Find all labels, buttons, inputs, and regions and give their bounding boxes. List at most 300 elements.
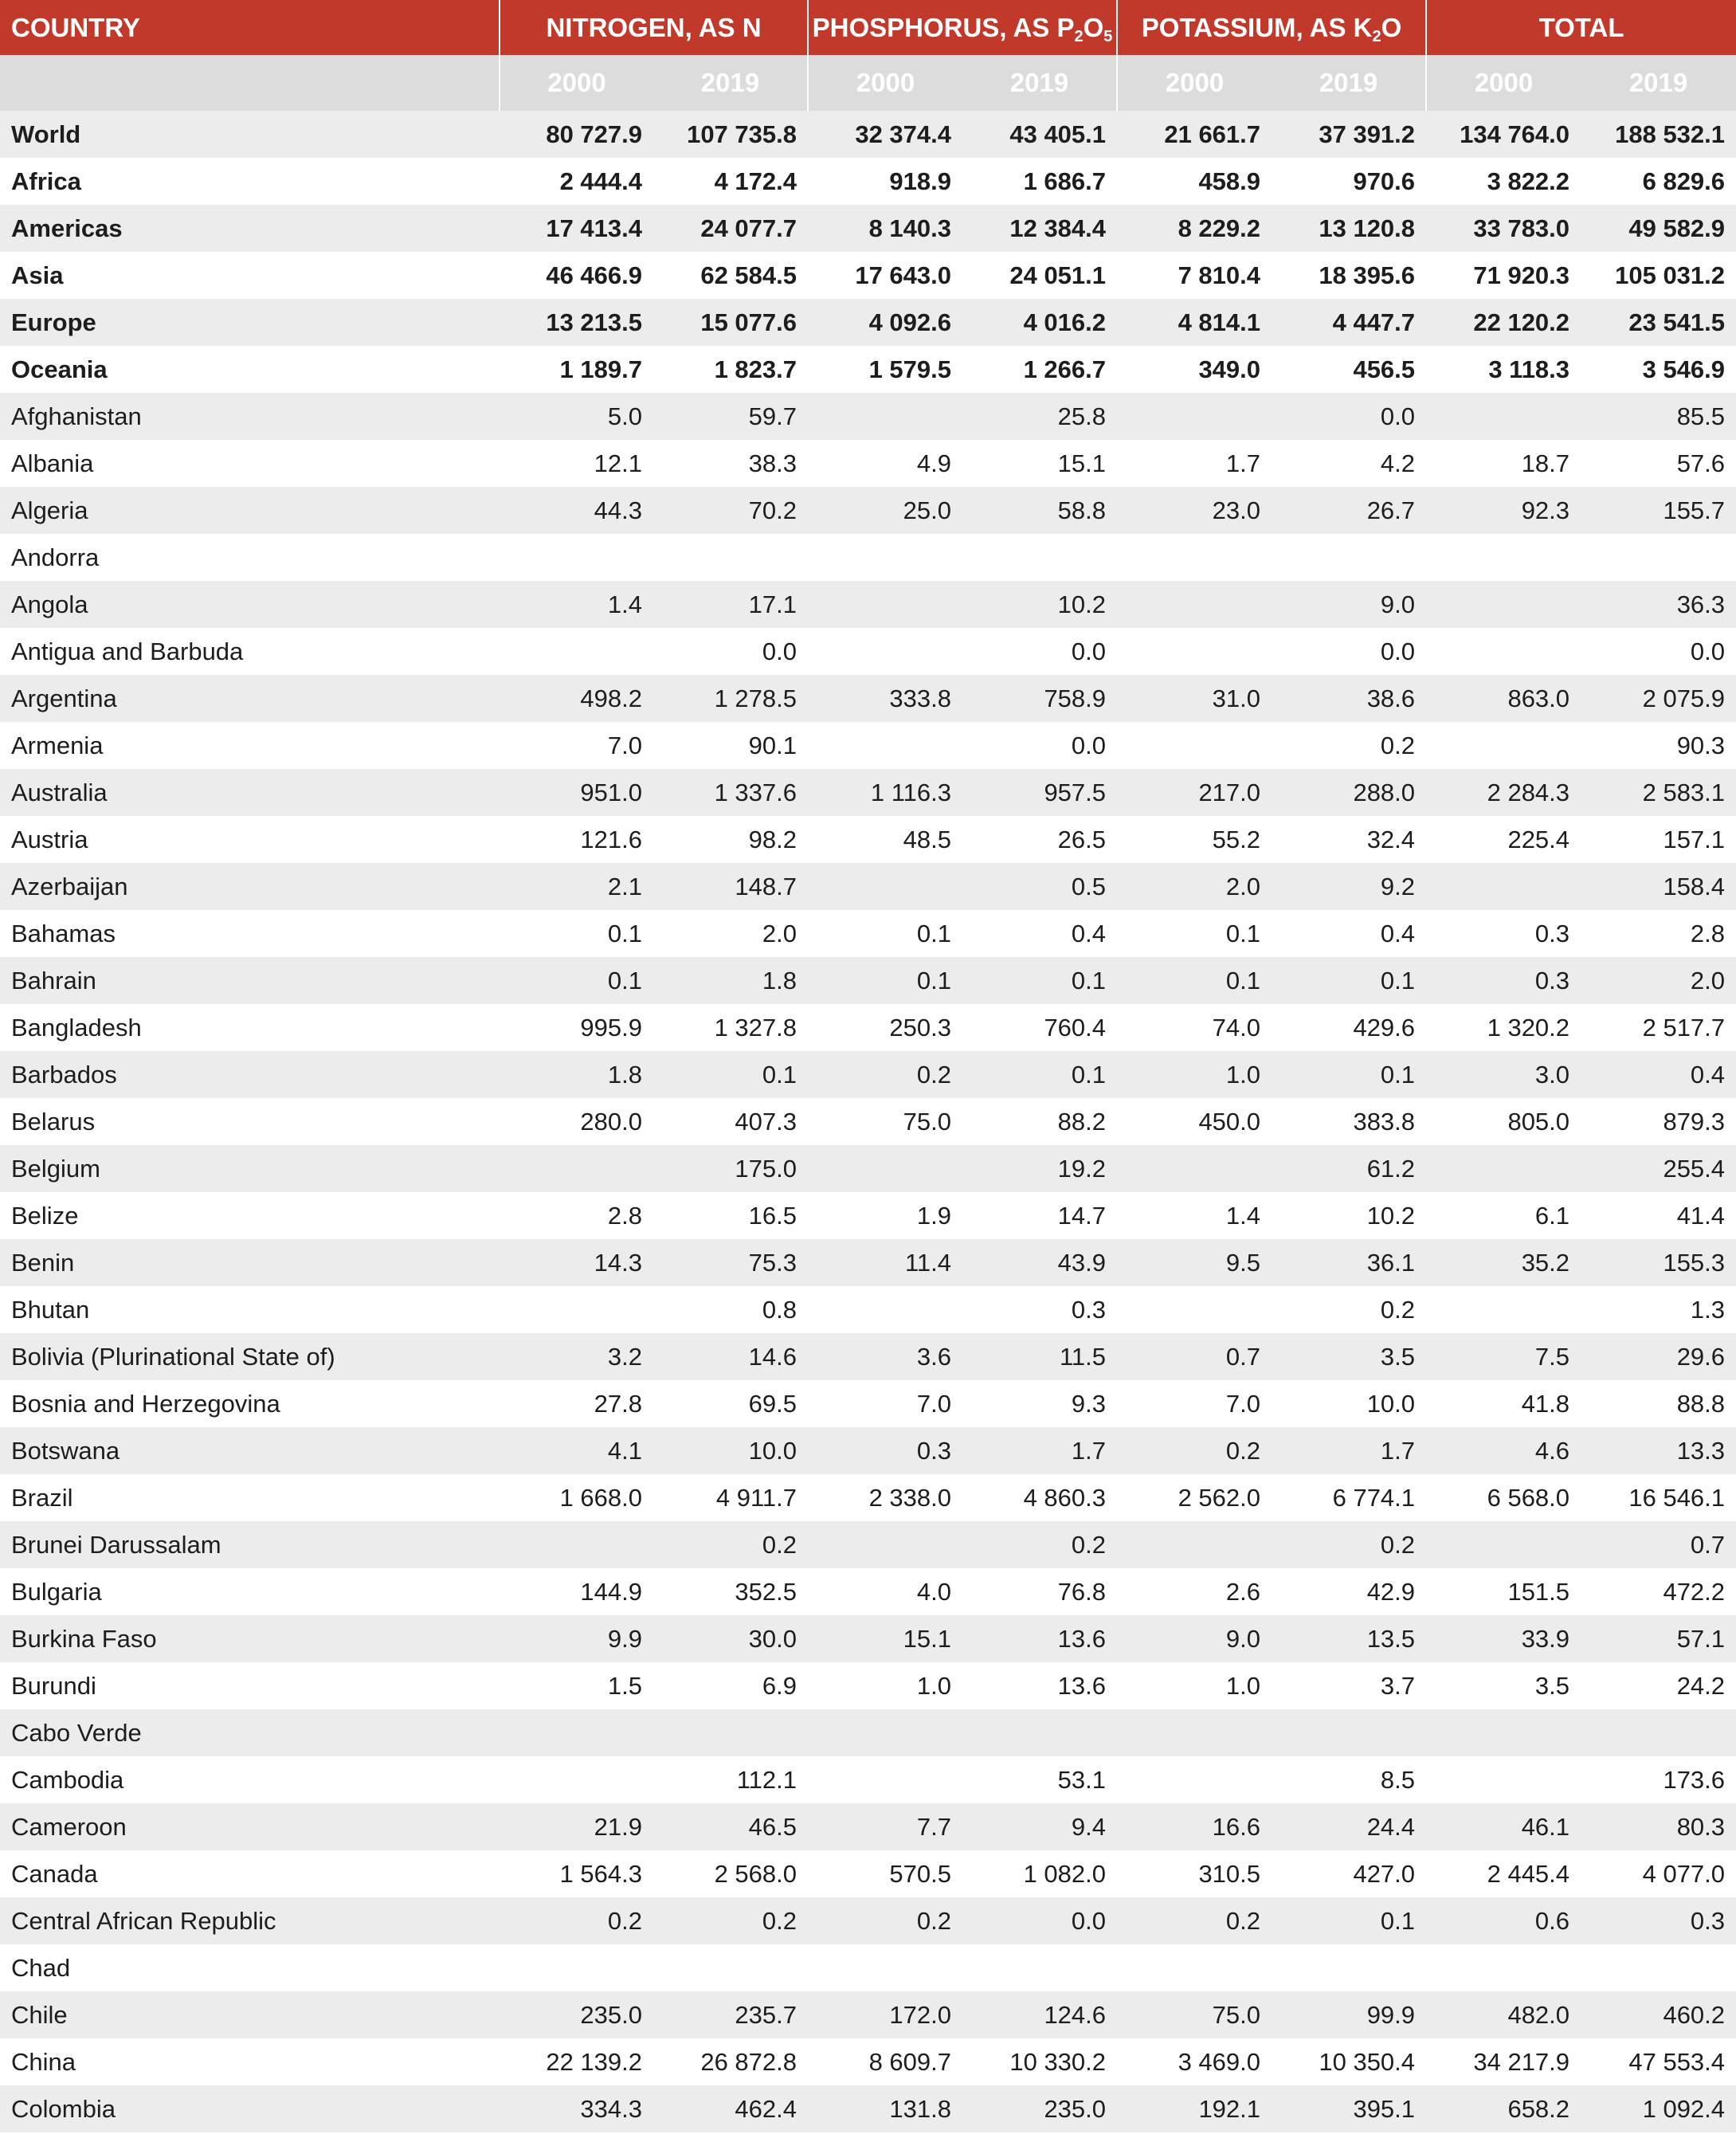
value-cell: 0.0 bbox=[1581, 628, 1736, 675]
value-cell: 1 082.0 bbox=[962, 1850, 1117, 1897]
value-cell: 18.7 bbox=[1426, 440, 1581, 487]
country-name-cell: Antigua and Barbuda bbox=[0, 628, 500, 675]
value-cell: 2.6 bbox=[1117, 1568, 1272, 1615]
value-cell: 4.9 bbox=[808, 440, 962, 487]
value-cell: 2 445.4 bbox=[1426, 1850, 1581, 1897]
value-cell: 107 735.8 bbox=[653, 111, 808, 158]
value-cell: 9.2 bbox=[1272, 863, 1426, 910]
value-cell bbox=[1426, 1944, 1581, 1991]
value-cell: 456.5 bbox=[1272, 346, 1426, 393]
value-cell bbox=[1117, 1286, 1272, 1333]
value-cell: 49 582.9 bbox=[1581, 205, 1736, 252]
value-cell: 2 338.0 bbox=[808, 1474, 962, 1521]
value-cell: 1 564.3 bbox=[500, 1850, 653, 1897]
value-cell: 33.9 bbox=[1426, 1615, 1581, 1662]
country-name-cell: Bosnia and Herzegovina bbox=[0, 1380, 500, 1427]
table-header bbox=[0, 0, 1736, 111]
table-row bbox=[0, 1474, 1736, 1521]
year-header-blank bbox=[0, 55, 500, 111]
value-cell: 17 413.4 bbox=[500, 205, 653, 252]
value-cell: 1 823.7 bbox=[653, 346, 808, 393]
value-cell: 75.0 bbox=[1117, 1991, 1272, 2038]
value-cell: 173.6 bbox=[1581, 1756, 1736, 1803]
value-cell: 9.0 bbox=[1117, 1615, 1272, 1662]
table-row bbox=[0, 816, 1736, 863]
value-cell: 14.3 bbox=[500, 1239, 653, 1286]
country-name-cell: Central African Republic bbox=[0, 1897, 500, 1944]
country-name-cell: Chile bbox=[0, 1991, 500, 2038]
value-cell: 1 266.7 bbox=[962, 346, 1117, 393]
table-row bbox=[0, 1615, 1736, 1662]
table-row bbox=[0, 1709, 1736, 1756]
value-cell bbox=[1117, 1709, 1272, 1756]
value-cell bbox=[1117, 534, 1272, 581]
table-row bbox=[0, 1286, 1736, 1333]
phosphorus-column-header bbox=[808, 0, 1117, 55]
value-cell: 349.0 bbox=[1117, 346, 1272, 393]
value-cell: 16.6 bbox=[1117, 1803, 1272, 1850]
value-cell: 47 553.4 bbox=[1581, 2038, 1736, 2085]
value-cell: 1 116.3 bbox=[808, 769, 962, 816]
value-cell: 1.8 bbox=[500, 1051, 653, 1098]
value-cell: 10 350.4 bbox=[1272, 2038, 1426, 2085]
value-cell: 970.6 bbox=[1272, 158, 1426, 205]
value-cell: 36.1 bbox=[1272, 1239, 1426, 1286]
country-name-cell: Belgium bbox=[0, 1145, 500, 1192]
value-cell: 43 405.1 bbox=[962, 111, 1117, 158]
value-cell: 462.4 bbox=[653, 2085, 808, 2132]
value-cell: 7.7 bbox=[808, 1803, 962, 1850]
value-cell: 235.0 bbox=[962, 2085, 1117, 2132]
value-cell: 8 140.3 bbox=[808, 205, 962, 252]
value-cell: 70.2 bbox=[653, 487, 808, 534]
value-cell bbox=[808, 1944, 962, 1991]
value-cell: 3.0 bbox=[1426, 1051, 1581, 1098]
value-cell: 450.0 bbox=[1117, 1098, 1272, 1145]
country-name-cell: Australia bbox=[0, 769, 500, 816]
value-cell bbox=[1272, 1709, 1426, 1756]
country-name-cell: China bbox=[0, 2038, 500, 2085]
value-cell: 1.9 bbox=[808, 1192, 962, 1239]
value-cell bbox=[1581, 1944, 1736, 1991]
table-row bbox=[0, 1239, 1736, 1286]
value-cell: 1.4 bbox=[500, 581, 653, 628]
value-cell: 7.0 bbox=[1117, 1380, 1272, 1427]
value-cell bbox=[1117, 1145, 1272, 1192]
value-cell: 0.7 bbox=[1581, 1521, 1736, 1568]
value-cell: 24 051.1 bbox=[962, 252, 1117, 299]
value-cell: 157.1 bbox=[1581, 816, 1736, 863]
value-cell: 4 860.3 bbox=[962, 1474, 1117, 1521]
value-cell: 1 686.7 bbox=[962, 158, 1117, 205]
value-cell bbox=[962, 1944, 1117, 1991]
value-cell: 9.3 bbox=[962, 1380, 1117, 1427]
value-cell: 225.4 bbox=[1426, 816, 1581, 863]
country-name-cell: Barbados bbox=[0, 1051, 500, 1098]
year-header: 2000 bbox=[1117, 55, 1272, 111]
value-cell: 46.1 bbox=[1426, 1803, 1581, 1850]
value-cell: 235.0 bbox=[500, 1991, 653, 2038]
value-cell bbox=[1272, 534, 1426, 581]
value-cell bbox=[808, 534, 962, 581]
value-cell: 17 643.0 bbox=[808, 252, 962, 299]
value-cell: 10.2 bbox=[1272, 1192, 1426, 1239]
value-cell: 59.7 bbox=[653, 393, 808, 440]
country-name-cell: Chad bbox=[0, 1944, 500, 1991]
value-cell: 6 774.1 bbox=[1272, 1474, 1426, 1521]
value-cell: 7.5 bbox=[1426, 1333, 1581, 1380]
value-cell: 7 810.4 bbox=[1117, 252, 1272, 299]
value-cell: 4.2 bbox=[1272, 440, 1426, 487]
country-column-header: COUNTRY bbox=[0, 0, 500, 55]
value-cell bbox=[1426, 628, 1581, 675]
value-cell: 18 395.6 bbox=[1272, 252, 1426, 299]
value-cell: 2 284.3 bbox=[1426, 769, 1581, 816]
value-cell: 71 920.3 bbox=[1426, 252, 1581, 299]
table-row bbox=[0, 675, 1736, 722]
value-cell: 0.7 bbox=[1117, 1333, 1272, 1380]
value-cell: 37 391.2 bbox=[1272, 111, 1426, 158]
value-cell: 6 568.0 bbox=[1426, 1474, 1581, 1521]
value-cell: 14.6 bbox=[653, 1333, 808, 1380]
value-cell: 151.5 bbox=[1426, 1568, 1581, 1615]
value-cell: 172.0 bbox=[808, 1991, 962, 2038]
value-cell: 57.1 bbox=[1581, 1615, 1736, 1662]
country-name-cell: Argentina bbox=[0, 675, 500, 722]
value-cell: 334.3 bbox=[500, 2085, 653, 2132]
value-cell: 155.3 bbox=[1581, 1239, 1736, 1286]
value-cell: 44.3 bbox=[500, 487, 653, 534]
value-cell: 0.4 bbox=[962, 910, 1117, 957]
value-cell bbox=[1426, 1521, 1581, 1568]
header-row-groups bbox=[0, 0, 1736, 55]
potassium-header-suffix: O bbox=[1381, 12, 1402, 42]
country-name-cell: Brunei Darussalam bbox=[0, 1521, 500, 1568]
table-row bbox=[0, 1051, 1736, 1098]
table-row bbox=[0, 722, 1736, 769]
value-cell: 333.8 bbox=[808, 675, 962, 722]
value-cell bbox=[1117, 1756, 1272, 1803]
value-cell: 9.4 bbox=[962, 1803, 1117, 1850]
table-row bbox=[0, 1192, 1736, 1239]
value-cell: 121.6 bbox=[500, 816, 653, 863]
phosphorus-header-text: PHOSPHORUS, AS P bbox=[812, 12, 1075, 42]
value-cell: 4.6 bbox=[1426, 1427, 1581, 1474]
value-cell: 0.2 bbox=[1117, 1427, 1272, 1474]
value-cell: 3.2 bbox=[500, 1333, 653, 1380]
value-cell: 32.4 bbox=[1272, 816, 1426, 863]
value-cell: 57.6 bbox=[1581, 440, 1736, 487]
value-cell bbox=[653, 1944, 808, 1991]
value-cell: 33 783.0 bbox=[1426, 205, 1581, 252]
country-name-cell: Andorra bbox=[0, 534, 500, 581]
value-cell: 0.4 bbox=[1272, 910, 1426, 957]
value-cell: 758.9 bbox=[962, 675, 1117, 722]
value-cell: 61.2 bbox=[1272, 1145, 1426, 1192]
value-cell: 0.1 bbox=[1272, 1897, 1426, 1944]
value-cell: 1 320.2 bbox=[1426, 1004, 1581, 1051]
value-cell: 38.3 bbox=[653, 440, 808, 487]
value-cell: 0.3 bbox=[808, 1427, 962, 1474]
value-cell: 48.5 bbox=[808, 816, 962, 863]
table-row bbox=[0, 252, 1736, 299]
value-cell: 1.4 bbox=[1117, 1192, 1272, 1239]
value-cell: 192.1 bbox=[1117, 2085, 1272, 2132]
value-cell: 4 447.7 bbox=[1272, 299, 1426, 346]
country-name-cell: Albania bbox=[0, 440, 500, 487]
value-cell: 0.2 bbox=[1272, 1286, 1426, 1333]
value-cell: 2 583.1 bbox=[1581, 769, 1736, 816]
table-row bbox=[0, 769, 1736, 816]
country-name-cell: Burundi bbox=[0, 1662, 500, 1709]
value-cell: 80 727.9 bbox=[500, 111, 653, 158]
value-cell: 482.0 bbox=[1426, 1991, 1581, 2038]
value-cell: 88.8 bbox=[1581, 1380, 1736, 1427]
value-cell: 46 466.9 bbox=[500, 252, 653, 299]
value-cell: 12 384.4 bbox=[962, 205, 1117, 252]
value-cell: 1.7 bbox=[962, 1427, 1117, 1474]
value-cell: 995.9 bbox=[500, 1004, 653, 1051]
value-cell: 99.9 bbox=[1272, 1991, 1426, 2038]
value-cell: 0.1 bbox=[1272, 1051, 1426, 1098]
value-cell: 0.1 bbox=[500, 957, 653, 1004]
value-cell bbox=[653, 534, 808, 581]
value-cell: 0.2 bbox=[962, 1521, 1117, 1568]
value-cell: 13.6 bbox=[962, 1662, 1117, 1709]
table-row bbox=[0, 1756, 1736, 1803]
value-cell: 9.0 bbox=[1272, 581, 1426, 628]
value-cell: 429.6 bbox=[1272, 1004, 1426, 1051]
potassium-header-text: POTASSIUM, AS K bbox=[1141, 12, 1373, 42]
value-cell: 13 120.8 bbox=[1272, 205, 1426, 252]
value-cell: 46.5 bbox=[653, 1803, 808, 1850]
value-cell: 41.8 bbox=[1426, 1380, 1581, 1427]
value-cell: 1 579.5 bbox=[808, 346, 962, 393]
value-cell bbox=[1581, 1709, 1736, 1756]
value-cell bbox=[1426, 722, 1581, 769]
value-cell: 3.7 bbox=[1272, 1662, 1426, 1709]
table-row bbox=[0, 158, 1736, 205]
value-cell bbox=[1117, 628, 1272, 675]
value-cell: 10.0 bbox=[653, 1427, 808, 1474]
value-cell: 2.0 bbox=[653, 910, 808, 957]
table-row bbox=[0, 440, 1736, 487]
value-cell bbox=[500, 1521, 653, 1568]
value-cell: 3 469.0 bbox=[1117, 2038, 1272, 2085]
country-name-cell: Americas bbox=[0, 205, 500, 252]
table-row bbox=[0, 111, 1736, 158]
value-cell: 0.2 bbox=[808, 1051, 962, 1098]
country-name-cell: Brazil bbox=[0, 1474, 500, 1521]
value-cell bbox=[1117, 393, 1272, 440]
value-cell: 2.0 bbox=[1581, 957, 1736, 1004]
value-cell: 957.5 bbox=[962, 769, 1117, 816]
country-name-cell: Oceania bbox=[0, 346, 500, 393]
value-cell bbox=[500, 1145, 653, 1192]
value-cell: 863.0 bbox=[1426, 675, 1581, 722]
value-cell: 1 278.5 bbox=[653, 675, 808, 722]
value-cell: 0.3 bbox=[1426, 910, 1581, 957]
value-cell bbox=[808, 1521, 962, 1568]
value-cell: 23.0 bbox=[1117, 487, 1272, 534]
value-cell: 24 077.7 bbox=[653, 205, 808, 252]
value-cell: 383.8 bbox=[1272, 1098, 1426, 1145]
value-cell bbox=[500, 628, 653, 675]
table-row bbox=[0, 1803, 1736, 1850]
value-cell: 155.7 bbox=[1581, 487, 1736, 534]
value-cell: 30.0 bbox=[653, 1615, 808, 1662]
value-cell: 8.5 bbox=[1272, 1756, 1426, 1803]
value-cell: 1 327.8 bbox=[653, 1004, 808, 1051]
value-cell: 1 189.7 bbox=[500, 346, 653, 393]
value-cell: 98.2 bbox=[653, 816, 808, 863]
value-cell: 22 139.2 bbox=[500, 2038, 653, 2085]
value-cell: 760.4 bbox=[962, 1004, 1117, 1051]
value-cell: 6 829.6 bbox=[1581, 158, 1736, 205]
country-name-cell: Austria bbox=[0, 816, 500, 863]
table-row bbox=[0, 863, 1736, 910]
value-cell: 13 213.5 bbox=[500, 299, 653, 346]
value-cell: 0.6 bbox=[1426, 1897, 1581, 1944]
value-cell bbox=[808, 1709, 962, 1756]
value-cell: 88.2 bbox=[962, 1098, 1117, 1145]
table-row bbox=[0, 346, 1736, 393]
country-name-cell: Cabo Verde bbox=[0, 1709, 500, 1756]
table-row bbox=[0, 2085, 1736, 2132]
value-cell: 0.3 bbox=[1426, 957, 1581, 1004]
value-cell: 4 077.0 bbox=[1581, 1850, 1736, 1897]
value-cell: 3 546.9 bbox=[1581, 346, 1736, 393]
value-cell: 0.4 bbox=[1581, 1051, 1736, 1098]
value-cell: 15.1 bbox=[808, 1615, 962, 1662]
country-name-cell: Armenia bbox=[0, 722, 500, 769]
value-cell: 13.6 bbox=[962, 1615, 1117, 1662]
value-cell: 16.5 bbox=[653, 1192, 808, 1239]
country-name-cell: World bbox=[0, 111, 500, 158]
value-cell bbox=[500, 1286, 653, 1333]
value-cell: 918.9 bbox=[808, 158, 962, 205]
potassium-sub: 2 bbox=[1372, 27, 1381, 45]
value-cell: 460.2 bbox=[1581, 1991, 1736, 2038]
value-cell: 10.0 bbox=[1272, 1380, 1426, 1427]
value-cell: 4 814.1 bbox=[1117, 299, 1272, 346]
value-cell: 2.1 bbox=[500, 863, 653, 910]
value-cell: 0.1 bbox=[962, 957, 1117, 1004]
value-cell: 41.4 bbox=[1581, 1192, 1736, 1239]
value-cell bbox=[808, 863, 962, 910]
value-cell bbox=[500, 1944, 653, 1991]
value-cell: 31.0 bbox=[1117, 675, 1272, 722]
value-cell: 1.7 bbox=[1117, 440, 1272, 487]
value-cell: 92.3 bbox=[1426, 487, 1581, 534]
country-name-cell: Colombia bbox=[0, 2085, 500, 2132]
value-cell: 0.2 bbox=[1272, 1521, 1426, 1568]
value-cell: 1.0 bbox=[1117, 1051, 1272, 1098]
potassium-column-header bbox=[1117, 0, 1426, 55]
value-cell: 217.0 bbox=[1117, 769, 1272, 816]
value-cell: 427.0 bbox=[1272, 1850, 1426, 1897]
value-cell bbox=[1426, 863, 1581, 910]
value-cell: 4.0 bbox=[808, 1568, 962, 1615]
value-cell: 0.2 bbox=[500, 1897, 653, 1944]
value-cell: 43.9 bbox=[962, 1239, 1117, 1286]
value-cell: 15 077.6 bbox=[653, 299, 808, 346]
country-name-cell: Cambodia bbox=[0, 1756, 500, 1803]
value-cell: 62 584.5 bbox=[653, 252, 808, 299]
value-cell: 23 541.5 bbox=[1581, 299, 1736, 346]
value-cell: 53.1 bbox=[962, 1756, 1117, 1803]
value-cell: 0.0 bbox=[962, 722, 1117, 769]
value-cell bbox=[808, 1286, 962, 1333]
value-cell bbox=[808, 581, 962, 628]
value-cell: 3 822.2 bbox=[1426, 158, 1581, 205]
country-name-cell: Bahamas bbox=[0, 910, 500, 957]
value-cell: 5.0 bbox=[500, 393, 653, 440]
value-cell: 3.6 bbox=[808, 1333, 962, 1380]
value-cell: 16 546.1 bbox=[1581, 1474, 1736, 1521]
value-cell bbox=[1426, 534, 1581, 581]
value-cell: 14.7 bbox=[962, 1192, 1117, 1239]
value-cell: 1.7 bbox=[1272, 1427, 1426, 1474]
value-cell: 35.2 bbox=[1426, 1239, 1581, 1286]
table-row bbox=[0, 1897, 1736, 1944]
value-cell: 11.5 bbox=[962, 1333, 1117, 1380]
value-cell: 1.5 bbox=[500, 1662, 653, 1709]
value-cell bbox=[500, 1756, 653, 1803]
year-header: 2019 bbox=[1581, 55, 1736, 111]
value-cell: 32 374.4 bbox=[808, 111, 962, 158]
value-cell: 36.3 bbox=[1581, 581, 1736, 628]
value-cell: 85.5 bbox=[1581, 393, 1736, 440]
value-cell: 26 872.8 bbox=[653, 2038, 808, 2085]
table-row bbox=[0, 1004, 1736, 1051]
value-cell: 1 092.4 bbox=[1581, 2085, 1736, 2132]
value-cell: 1.0 bbox=[808, 1662, 962, 1709]
country-name-cell: Benin bbox=[0, 1239, 500, 1286]
value-cell: 4 092.6 bbox=[808, 299, 962, 346]
value-cell: 310.5 bbox=[1117, 1850, 1272, 1897]
value-cell: 8 609.7 bbox=[808, 2038, 962, 2085]
table-body bbox=[0, 111, 1736, 2132]
value-cell: 27.8 bbox=[500, 1380, 653, 1427]
value-cell bbox=[500, 1709, 653, 1756]
country-name-cell: Afghanistan bbox=[0, 393, 500, 440]
value-cell: 0.1 bbox=[1272, 957, 1426, 1004]
table-row bbox=[0, 1380, 1736, 1427]
value-cell: 17.1 bbox=[653, 581, 808, 628]
value-cell: 188 532.1 bbox=[1581, 111, 1736, 158]
value-cell bbox=[1117, 1521, 1272, 1568]
value-cell bbox=[808, 393, 962, 440]
value-cell bbox=[808, 1145, 962, 1192]
value-cell: 9.9 bbox=[500, 1615, 653, 1662]
table-row bbox=[0, 2038, 1736, 2085]
value-cell bbox=[1426, 1286, 1581, 1333]
value-cell: 1.8 bbox=[653, 957, 808, 1004]
value-cell: 352.5 bbox=[653, 1568, 808, 1615]
value-cell: 90.1 bbox=[653, 722, 808, 769]
value-cell: 0.0 bbox=[962, 628, 1117, 675]
value-cell bbox=[808, 628, 962, 675]
table-row bbox=[0, 205, 1736, 252]
table-row bbox=[0, 1662, 1736, 1709]
value-cell: 21 661.7 bbox=[1117, 111, 1272, 158]
country-name-cell: Belarus bbox=[0, 1098, 500, 1145]
value-cell: 0.0 bbox=[962, 1897, 1117, 1944]
value-cell: 131.8 bbox=[808, 2085, 962, 2132]
value-cell: 42.9 bbox=[1272, 1568, 1426, 1615]
value-cell: 80.3 bbox=[1581, 1803, 1736, 1850]
